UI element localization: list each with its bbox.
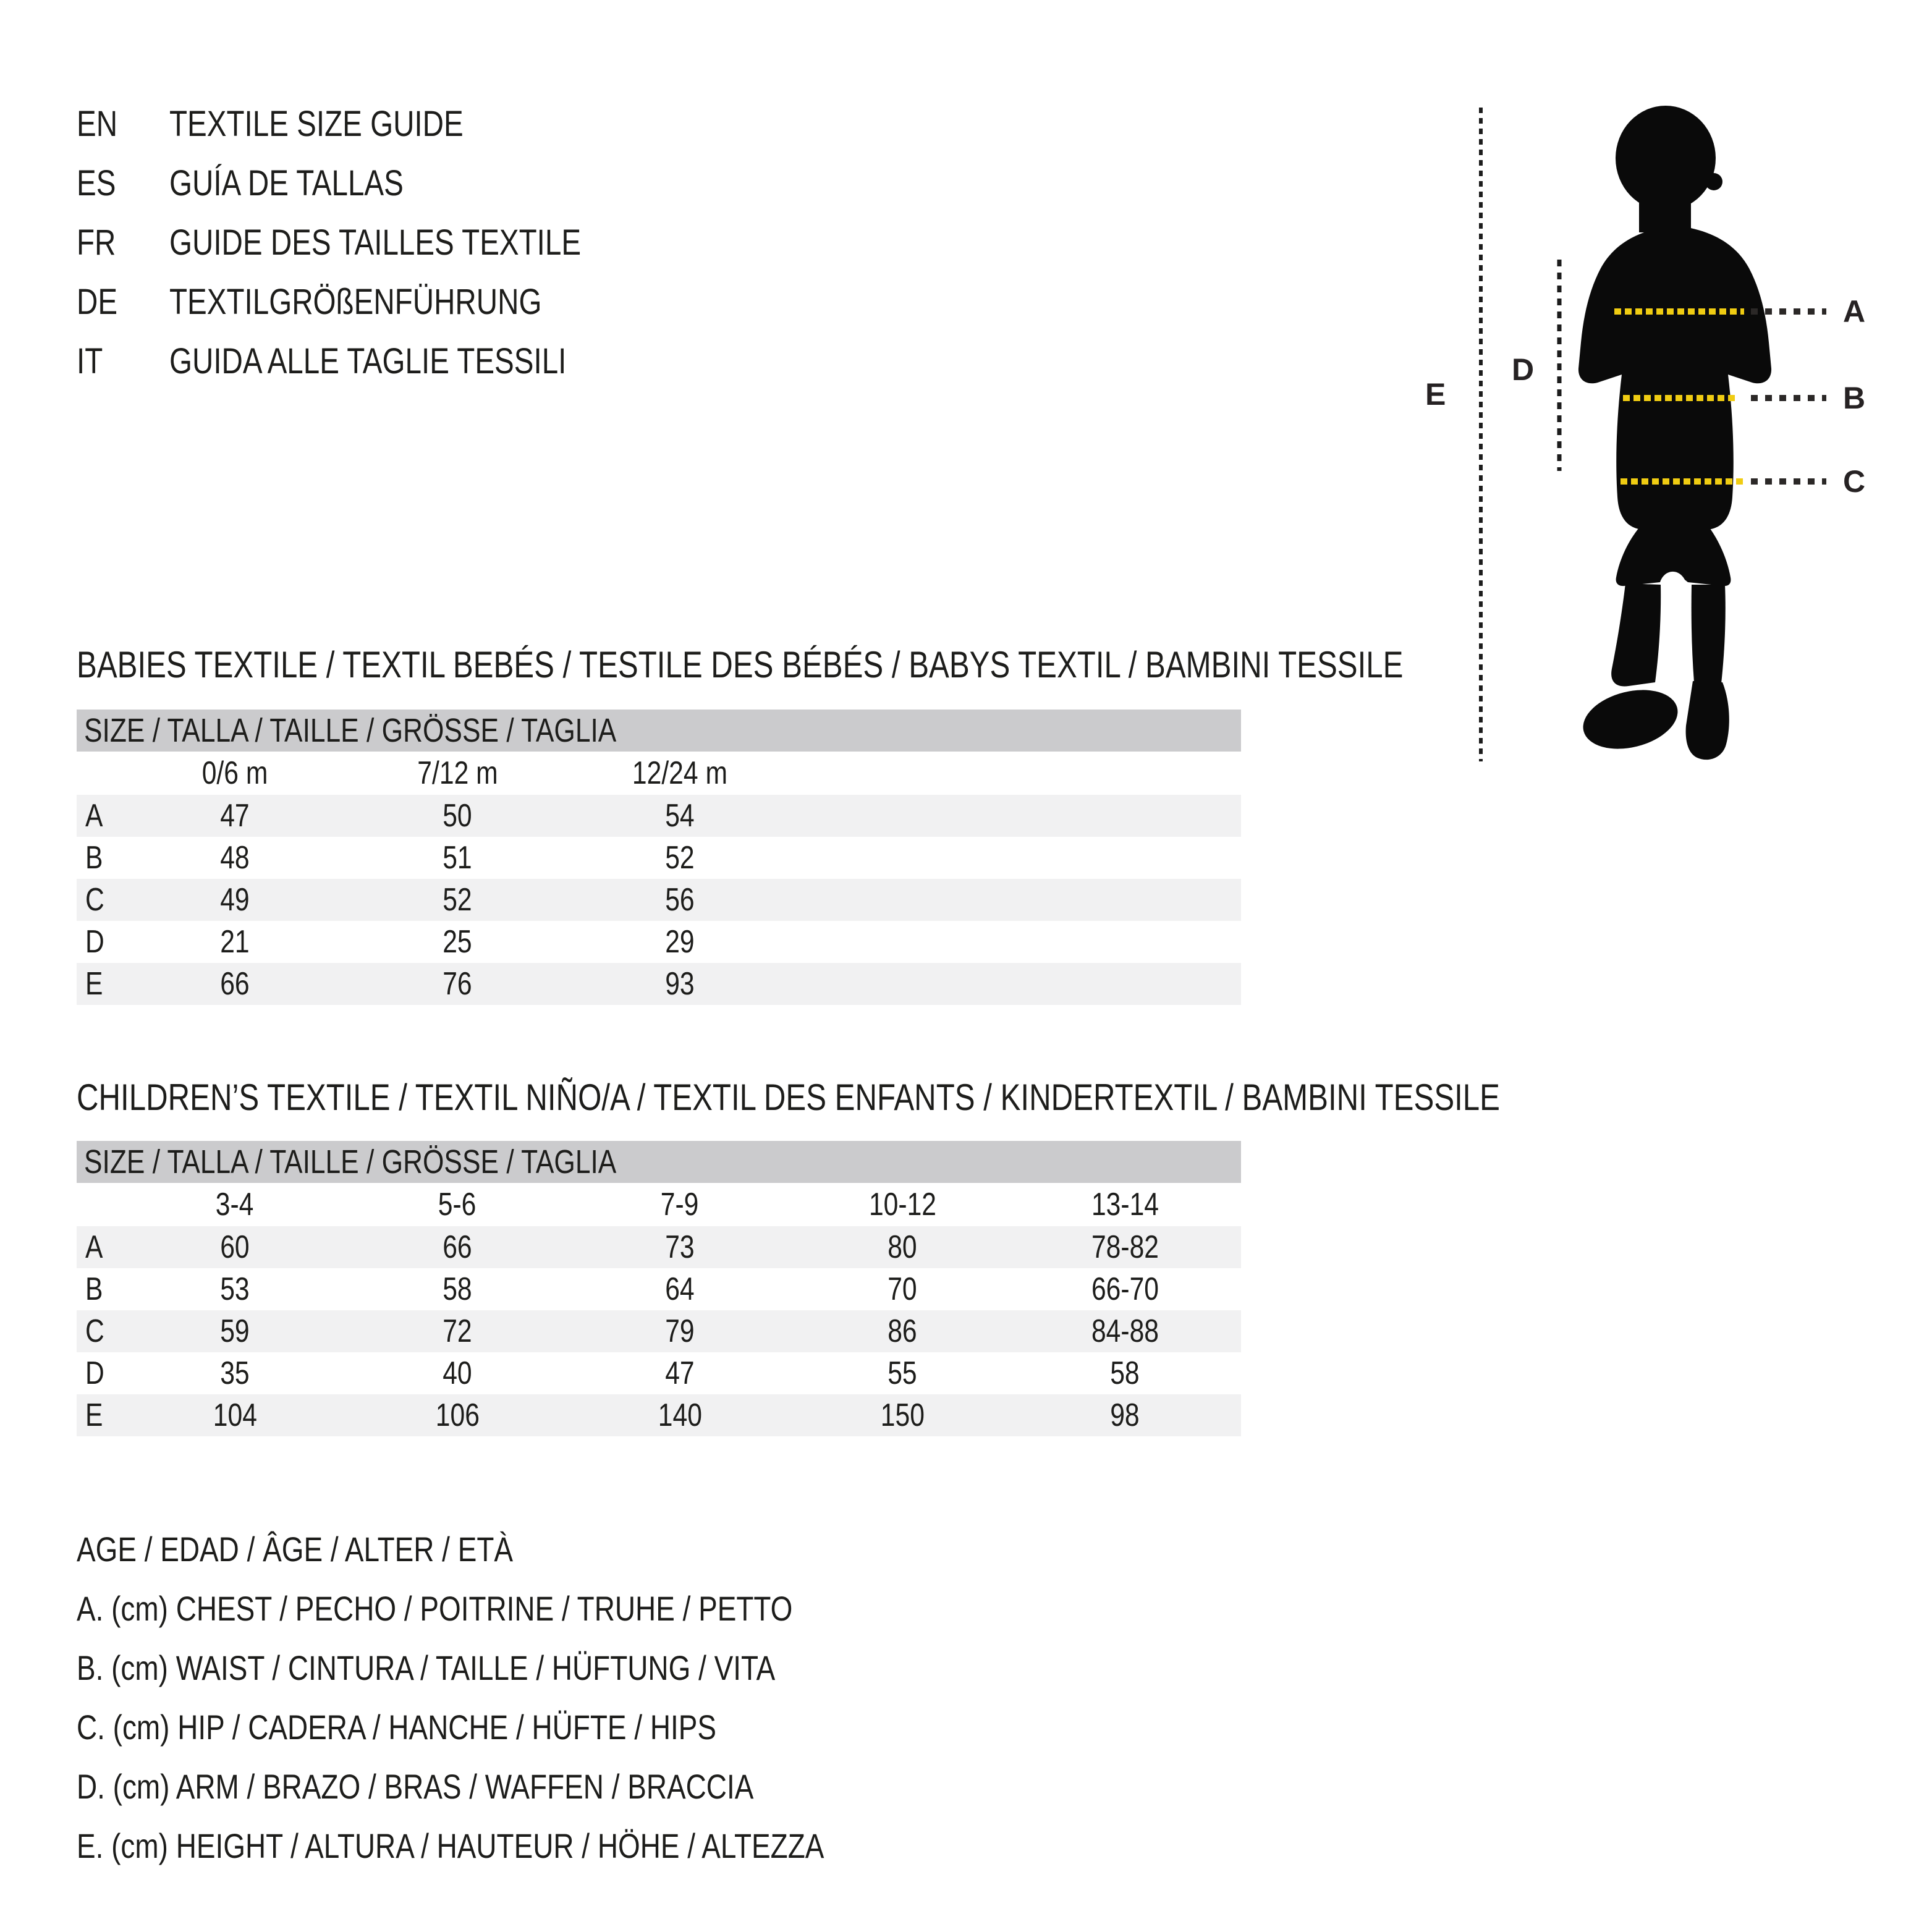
table-cell-text: 40 xyxy=(443,1355,472,1391)
table-cell-text: 78-82 xyxy=(1091,1229,1159,1265)
table-cell xyxy=(124,1229,346,1266)
row-label xyxy=(77,1271,124,1308)
children-column-header-text: 3-4 xyxy=(216,1187,254,1222)
table-cell-text: 84-88 xyxy=(1091,1313,1159,1349)
table-row xyxy=(77,963,1241,1005)
silhouette-right-leg xyxy=(1692,585,1726,684)
table-row xyxy=(77,1226,1241,1268)
table-cell-text: 66 xyxy=(443,1229,472,1265)
table-cell-text: 79 xyxy=(665,1313,695,1349)
table-cell xyxy=(124,881,346,918)
table-row xyxy=(77,879,1241,921)
legend-line-arm xyxy=(77,1756,988,1816)
table-cell-text: 58 xyxy=(443,1271,472,1307)
row-label xyxy=(77,1355,124,1392)
legend-line-text: A. (cm) CHEST / PECHO / POITRINE / TRUHE / PETTO xyxy=(77,1588,793,1628)
table-cell xyxy=(791,1397,1014,1434)
table-cell-text: 140 xyxy=(658,1397,702,1433)
row-label-text: A xyxy=(85,1229,103,1265)
table-cell-text: 73 xyxy=(665,1229,695,1265)
babies-table-column-header-row xyxy=(77,752,1241,795)
table-cell xyxy=(791,1313,1014,1350)
table-cell-text: 98 xyxy=(1110,1397,1140,1433)
legend-line-hip xyxy=(77,1697,988,1756)
table-cell-text: 49 xyxy=(220,882,250,918)
table-row xyxy=(77,1268,1241,1310)
table-cell xyxy=(569,881,791,918)
row-label-text: D xyxy=(85,924,104,960)
row-label-text: A xyxy=(85,798,103,834)
legend-line-text: E. (cm) HEIGHT / ALTURA / HAUTEUR / HÖHE / ALTEZZA xyxy=(77,1826,824,1865)
table-cell xyxy=(124,1271,346,1308)
table-cell-text: 47 xyxy=(665,1355,695,1391)
table-cell xyxy=(346,1397,569,1434)
table-cell-text: 86 xyxy=(888,1313,917,1349)
legend-line-height xyxy=(77,1816,988,1875)
measure-label-b: B xyxy=(1843,381,1866,415)
children-column-header xyxy=(346,1186,569,1223)
table-cell xyxy=(346,1229,569,1266)
language-row-es xyxy=(77,153,671,213)
table-row xyxy=(77,1310,1241,1352)
table-cell xyxy=(791,1229,1014,1266)
table-cell xyxy=(124,1397,346,1434)
table-cell xyxy=(346,1355,569,1392)
table-cell-text: 55 xyxy=(888,1355,917,1391)
table-cell-text: 70 xyxy=(888,1271,917,1307)
table-cell-text: 47 xyxy=(220,798,250,834)
language-code: IT xyxy=(77,341,103,381)
measure-label-c: C xyxy=(1843,464,1866,499)
language-row-en xyxy=(77,94,671,153)
table-cell xyxy=(569,1313,791,1350)
children-column-header-text: 5-6 xyxy=(438,1187,477,1222)
table-cell xyxy=(346,881,569,918)
table-cell-text: 72 xyxy=(443,1313,472,1349)
table-cell-text: 25 xyxy=(443,924,472,960)
table-cell-text: 58 xyxy=(1110,1355,1140,1391)
language-row-de xyxy=(77,272,671,331)
table-cell xyxy=(569,1271,791,1308)
table-cell-text: 21 xyxy=(220,924,250,960)
row-label-text: B xyxy=(85,1271,103,1307)
table-cell xyxy=(569,1397,791,1434)
babies-table-header-text: SIZE / TALLA / TAILLE / GRÖSSE / TAGLIA xyxy=(84,712,617,749)
table-cell-text: 66-70 xyxy=(1091,1271,1159,1307)
measure-label-a: A xyxy=(1843,294,1866,329)
language-title: TEXTILGRÖßENFÜHRUNG xyxy=(169,281,542,322)
table-cell-text: 50 xyxy=(443,798,472,834)
row-label xyxy=(77,923,124,960)
table-row xyxy=(77,837,1241,879)
silhouette-ear xyxy=(1705,173,1722,190)
language-list xyxy=(77,94,671,391)
row-label-text: E xyxy=(85,966,103,1002)
table-cell-text: 48 xyxy=(220,840,250,876)
legend-line-text: AGE / EDAD / ÂGE / ALTER / ETÀ xyxy=(77,1529,514,1569)
table-cell xyxy=(346,965,569,1002)
table-cell xyxy=(346,1271,569,1308)
legend-line-text: C. (cm) HIP / CADERA / HANCHE / HÜFTE / HIPS xyxy=(77,1707,717,1747)
table-cell xyxy=(346,839,569,876)
language-code: ES xyxy=(77,163,116,203)
row-label-text: D xyxy=(85,1355,104,1391)
legend-line-chest xyxy=(77,1578,988,1638)
babies-column-header xyxy=(346,755,569,792)
language-row-fr xyxy=(77,213,671,272)
table-cell xyxy=(124,1313,346,1350)
table-cell xyxy=(569,797,791,834)
table-cell xyxy=(124,839,346,876)
row-label-text: C xyxy=(85,882,104,918)
table-cell xyxy=(1014,1397,1236,1434)
babies-section-title xyxy=(77,643,1695,687)
table-cell xyxy=(569,923,791,960)
table-cell xyxy=(569,839,791,876)
table-row xyxy=(77,795,1241,837)
table-cell xyxy=(346,1313,569,1350)
row-label xyxy=(77,881,124,918)
language-code: EN xyxy=(77,103,118,144)
row-label xyxy=(77,1397,124,1434)
table-row xyxy=(77,921,1241,963)
babies-column-header xyxy=(569,755,791,792)
children-table-header-text: SIZE / TALLA / TAILLE / GRÖSSE / TAGLIA xyxy=(84,1143,617,1180)
table-cell xyxy=(124,923,346,960)
silhouette-right-shoe xyxy=(1686,681,1729,760)
language-code: FR xyxy=(77,222,116,263)
table-cell-text: 80 xyxy=(888,1229,917,1265)
language-code: DE xyxy=(77,281,118,322)
row-label xyxy=(77,1229,124,1266)
children-column-header xyxy=(1014,1186,1236,1223)
silhouette-shorts xyxy=(1616,528,1731,586)
children-table-column-header-row xyxy=(77,1183,1241,1226)
table-cell-text: 66 xyxy=(220,966,250,1002)
children-column-header-text: 7-9 xyxy=(661,1187,699,1222)
table-cell-text: 56 xyxy=(665,882,695,918)
table-cell-text: 104 xyxy=(213,1397,257,1433)
table-cell-text: 150 xyxy=(880,1397,925,1433)
table-cell xyxy=(569,965,791,1002)
table-cell xyxy=(791,1271,1014,1308)
babies-column-header-text: 0/6 m xyxy=(201,755,268,791)
babies-column-header-text: 12/24 m xyxy=(632,755,728,791)
row-label-text: E xyxy=(85,1397,103,1433)
table-cell xyxy=(791,1355,1014,1392)
children-column-header-text: 10-12 xyxy=(868,1187,936,1222)
measure-label-d: D xyxy=(1512,352,1535,387)
legend-line-age xyxy=(77,1519,988,1578)
table-cell xyxy=(1014,1271,1236,1308)
table-cell-text: 76 xyxy=(443,966,472,1002)
children-column-header xyxy=(791,1186,1014,1223)
table-cell-text: 52 xyxy=(443,882,472,918)
language-title: GUÍA DE TALLAS xyxy=(169,163,404,203)
row-label xyxy=(77,797,124,834)
table-cell xyxy=(346,797,569,834)
babies-column-header-text: 7/12 m xyxy=(417,755,498,791)
legend-line-text: D. (cm) ARM / BRAZO / BRAS / WAFFEN / BRACCIA xyxy=(77,1766,754,1806)
children-column-header xyxy=(124,1186,346,1223)
table-cell-text: 51 xyxy=(443,840,472,876)
table-cell xyxy=(1014,1229,1236,1266)
legend-line-text: B. (cm) WAIST / CINTURA / TAILLE / HÜFTUNG / VITA xyxy=(77,1648,776,1687)
table-cell xyxy=(1014,1355,1236,1392)
table-cell xyxy=(124,1355,346,1392)
table-cell-text: 54 xyxy=(665,798,695,834)
table-cell xyxy=(346,923,569,960)
children-size-table xyxy=(77,1141,1241,1436)
language-title: TEXTILE SIZE GUIDE xyxy=(169,103,464,144)
table-cell-text: 35 xyxy=(220,1355,250,1391)
language-title: GUIDE DES TAILLES TEXTILE xyxy=(169,222,582,263)
measurement-legend xyxy=(77,1519,988,1875)
babies-size-table xyxy=(77,710,1241,1005)
table-cell-text: 29 xyxy=(665,924,695,960)
babies-column-header xyxy=(124,755,346,792)
row-label xyxy=(77,1313,124,1350)
row-label xyxy=(77,965,124,1002)
table-cell-text: 52 xyxy=(665,840,695,876)
table-cell-text: 93 xyxy=(665,966,695,1002)
children-table-header-band xyxy=(77,1141,1241,1183)
table-cell-text: 53 xyxy=(220,1271,250,1307)
row-label-text: C xyxy=(85,1313,104,1349)
row-label xyxy=(77,839,124,876)
table-cell-text: 60 xyxy=(220,1229,250,1265)
table-cell-text: 106 xyxy=(435,1397,480,1433)
table-cell xyxy=(1014,1313,1236,1350)
language-title: GUIDA ALLE TAGLIE TESSILI xyxy=(169,341,567,381)
legend-line-waist xyxy=(77,1638,988,1697)
table-cell xyxy=(124,797,346,834)
language-row-it xyxy=(77,331,671,391)
children-section-title-text: CHILDREN’S TEXTILE / TEXTIL NIÑO/A / TEXTIL DES ENFANTS / KINDERTEXTIL / BAMBINI TESSILE xyxy=(77,1077,1500,1118)
babies-table-header-band xyxy=(77,710,1241,752)
table-row xyxy=(77,1394,1241,1436)
children-section-title xyxy=(77,1076,1813,1119)
table-cell-text: 64 xyxy=(665,1271,695,1307)
children-column-header-text: 13-14 xyxy=(1091,1187,1159,1222)
table-cell xyxy=(124,965,346,1002)
row-label-text: B xyxy=(85,840,103,876)
table-cell xyxy=(569,1229,791,1266)
table-cell xyxy=(569,1355,791,1392)
silhouette-left-shoe xyxy=(1577,680,1684,758)
table-row xyxy=(77,1352,1241,1394)
measure-label-e: E xyxy=(1425,377,1446,412)
babies-section-title-text: BABIES TEXTILE / TEXTIL BEBÉS / TESTILE DES BÉBÉS / BABYS TEXTIL / BAMBINI TESSILE xyxy=(77,644,1404,685)
children-column-header xyxy=(569,1186,791,1223)
table-cell-text: 59 xyxy=(220,1313,250,1349)
